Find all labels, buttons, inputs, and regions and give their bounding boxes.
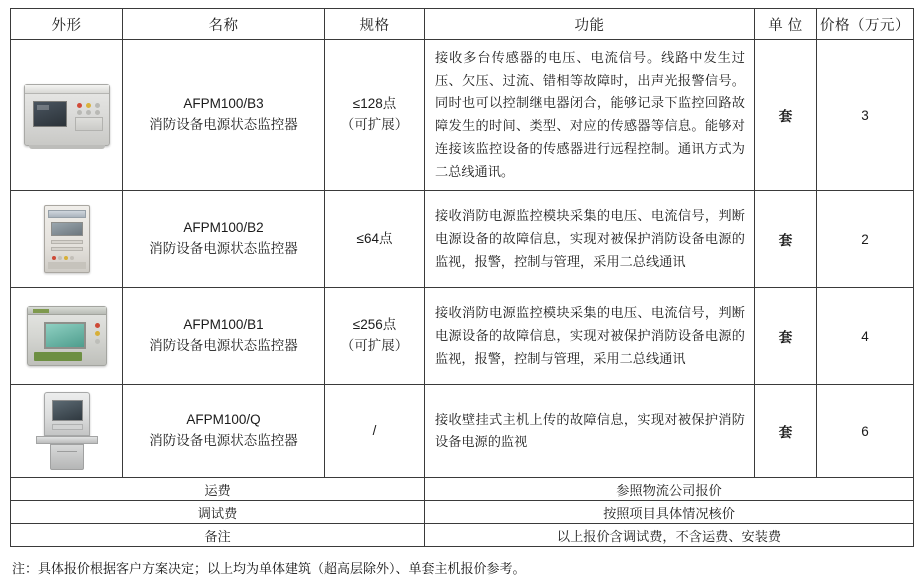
table-row-remark bbox=[11, 524, 914, 547]
product-price-cell: 6 bbox=[817, 385, 914, 478]
header-unit: 单 位 bbox=[755, 9, 817, 40]
product-description: 消防设备电源状态监控器 bbox=[149, 117, 298, 133]
spec-value: ≤64点 bbox=[356, 230, 393, 246]
remark-label: 备注 bbox=[11, 524, 425, 547]
product-price-cell: 2 bbox=[817, 191, 914, 288]
footnote: 注：具体报价根据客户方案决定；以上均为单体建筑（超高层除外）、单套主机报价参考。 bbox=[12, 561, 526, 577]
product-unit-cell: 套 bbox=[755, 191, 817, 288]
product-function-cell: 接收多台传感器的电压、电流信号。线路中发生过压、欠压、过流、错相等故障时，出声光报警信号。同时也可以控制继电器闭合，能够记录下监控回路故障发生的时间、类型、对应的传感器等信息。能够对连接该监控设备的传感器进行远程控制。通讯方式为二总线通讯。 bbox=[425, 40, 755, 191]
product-description: 消防设备电源状态监控器 bbox=[149, 241, 298, 257]
table-row bbox=[11, 385, 914, 478]
green-screen-monitor-device-icon bbox=[27, 306, 107, 366]
slim-cabinet-monitor-device-icon bbox=[44, 205, 90, 273]
table-header bbox=[11, 9, 914, 40]
spec-value: / bbox=[372, 422, 377, 438]
product-function-cell: 接收壁挂式主机上传的故障信息，实现对被保护消防设备电源的监视 bbox=[425, 385, 755, 478]
floor-standing-console-device-icon bbox=[36, 392, 98, 470]
table-row bbox=[11, 288, 914, 385]
product-function-cell: 接收消防电源监控模块采集的电压、电流信号，判断电源设备的故障信息，实现对被保护消防设备电源的监视，报警，控制与管理，采用二总线通讯 bbox=[425, 288, 755, 385]
product-price-table bbox=[10, 8, 914, 547]
product-unit-cell: 套 bbox=[755, 385, 817, 478]
product-image-cell bbox=[11, 288, 123, 385]
table-row-freight bbox=[11, 478, 914, 501]
product-price-cell: 3 bbox=[817, 40, 914, 191]
freight-label: 运费 bbox=[11, 478, 425, 501]
product-description: 消防设备电源状态监控器 bbox=[149, 338, 298, 354]
header-name: 名称 bbox=[123, 9, 325, 40]
spec-note: （可扩展） bbox=[340, 338, 409, 354]
product-model: AFPM100/B3 bbox=[183, 96, 264, 112]
header-price: 价格（万元） bbox=[817, 9, 914, 40]
header-row bbox=[11, 9, 914, 40]
product-model: AFPM100/B2 bbox=[183, 220, 264, 236]
product-unit-cell: 套 bbox=[755, 288, 817, 385]
table-row bbox=[11, 40, 914, 191]
product-spec-cell bbox=[325, 288, 425, 385]
product-name-cell bbox=[123, 385, 325, 478]
product-image-cell bbox=[11, 40, 123, 191]
product-price-cell: 4 bbox=[817, 288, 914, 385]
product-name-cell bbox=[123, 288, 325, 385]
product-model: AFPM100/Q bbox=[186, 412, 261, 428]
wall-mounted-monitor-device-icon bbox=[24, 84, 110, 146]
table-body bbox=[11, 40, 914, 547]
table-row bbox=[11, 191, 914, 288]
product-spec-cell bbox=[325, 385, 425, 478]
header-shape: 外形 bbox=[11, 9, 123, 40]
header-function: 功能 bbox=[425, 9, 755, 40]
product-model: AFPM100/B1 bbox=[183, 317, 264, 333]
product-spec-cell bbox=[325, 191, 425, 288]
product-description: 消防设备电源状态监控器 bbox=[149, 433, 298, 449]
remark-value: 以上报价含调试费，不含运费、安装费 bbox=[425, 524, 914, 547]
product-spec-cell bbox=[325, 40, 425, 191]
spec-value: ≤256点 bbox=[352, 317, 397, 333]
spec-note: （可扩展） bbox=[340, 117, 409, 133]
product-function-cell: 接收消防电源监控模块采集的电压、电流信号，判断电源设备的故障信息，实现对被保护消防设备电源的监视，报警，控制与管理，采用二总线通讯 bbox=[425, 191, 755, 288]
product-image-cell bbox=[11, 385, 123, 478]
freight-value: 参照物流公司报价 bbox=[425, 478, 914, 501]
product-unit-cell: 套 bbox=[755, 40, 817, 191]
product-name-cell bbox=[123, 191, 325, 288]
commissioning-label: 调试费 bbox=[11, 501, 425, 524]
header-spec: 规格 bbox=[325, 9, 425, 40]
product-image-cell bbox=[11, 191, 123, 288]
commissioning-value: 按照项目具体情况核价 bbox=[425, 501, 914, 524]
product-name-cell bbox=[123, 40, 325, 191]
spec-value: ≤128点 bbox=[352, 96, 397, 112]
table-row-commissioning bbox=[11, 501, 914, 524]
